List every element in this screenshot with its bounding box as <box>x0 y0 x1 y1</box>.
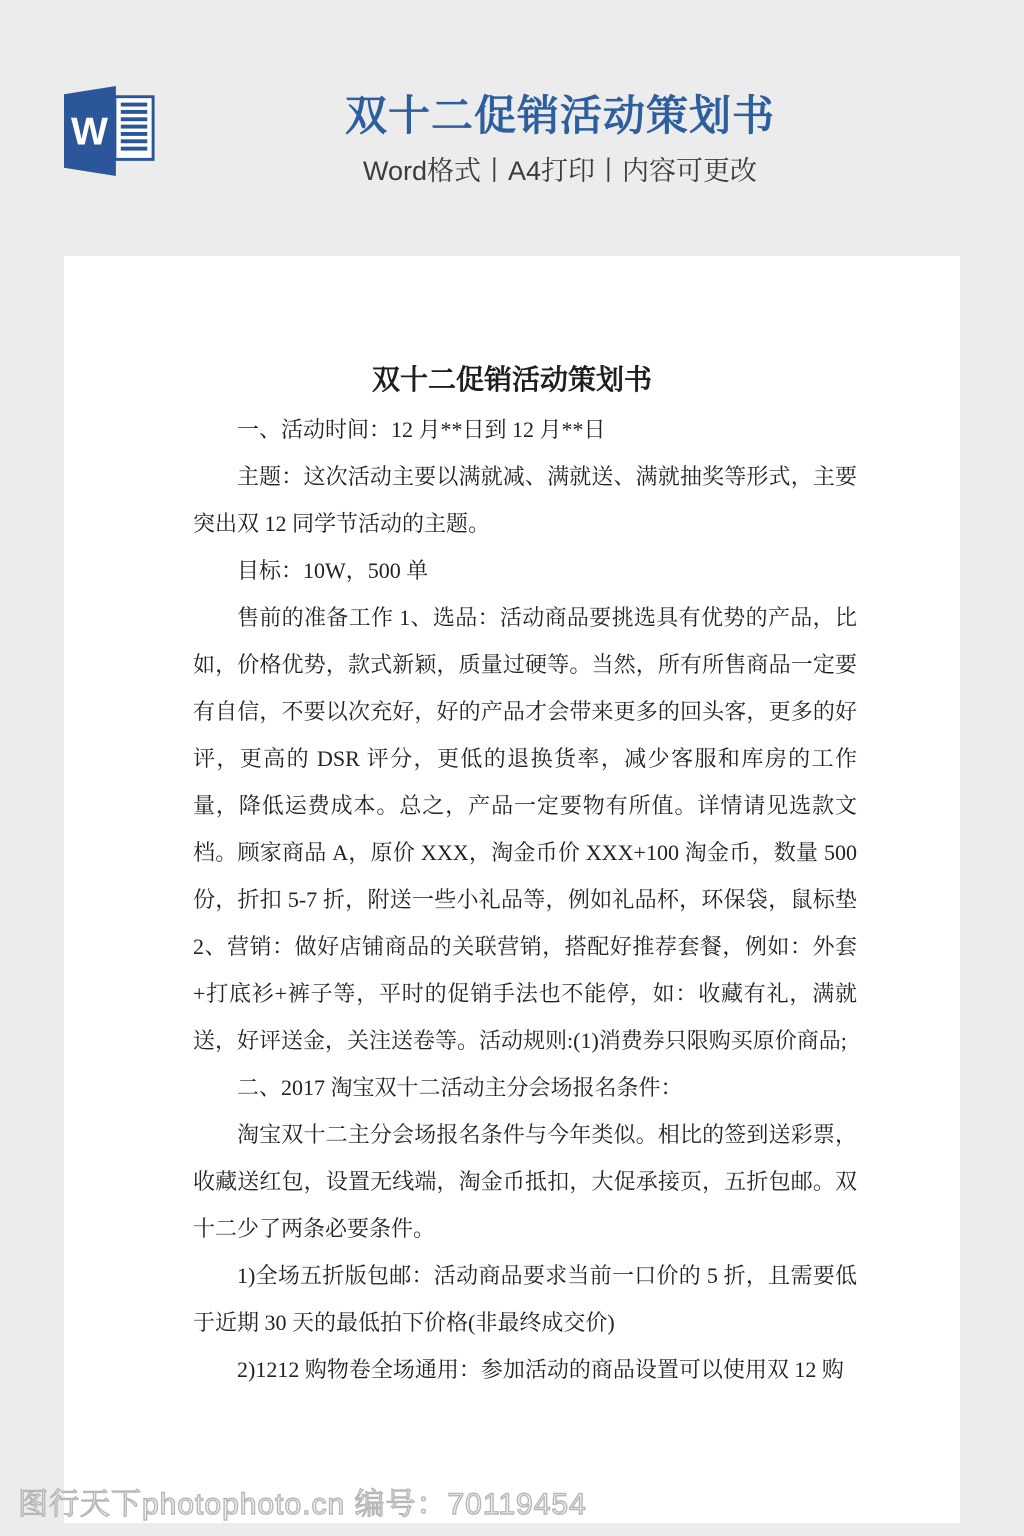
paragraph-target: 目标：10W，500 单 <box>237 558 429 583</box>
paragraph-activity-time: 一、活动时间：12 月**日到 12 月**日 <box>237 417 606 442</box>
word-icon <box>64 84 158 178</box>
paragraph-condition-2: 2)1212 购物卷全场通用：参加活动的商品设置可以使用双 12 购 <box>237 1357 844 1382</box>
paragraph-condition-1: 1)全场五折版包邮：活动商品要求当前一口价的 5 折，且需要低于近期 30 天的最低拍下价格(非最终成交价) <box>193 1263 857 1335</box>
header-text-block <box>280 0 840 186</box>
paragraph-preparation: 售前的准备工作 1、选品：活动商品要挑选具有优势的产品，比如，价格优势，款式新颖，质量过硬等。当然，所有所售商品一定要有自信，不要以次充好，好的产品才会带来更多的回头客，更多的好评，更高的 DSR 评分，更低的退换货率，减少客服和库房的工作量，降低运费成本。总之，产品一定要物有所值。详情请见选款文档。顾家商品 A，原价 XXX，淘金币价 XXX+100 淘金币，数量 500 份，折扣 5-7 折，附送一些小礼品等，例如礼品杯，环保袋，鼠标垫 2、营销：做好店铺商品的关联营销，搭配好推荐套餐，例如：外套+打底衫+裤子等，平时的促销手法也不能停，如：收藏有礼，满就送，好评送金，关注送卷等。活动规则:(1)消费券只限购买原价商品; <box>193 605 857 1053</box>
template-title: 双十二促销活动策划书 <box>344 92 775 139</box>
paragraph-section-two-heading: 二、2017 淘宝双十二活动主分会场报名条件： <box>237 1075 683 1100</box>
site-watermark: 图行天下photophoto.cn 编号：70119454 <box>18 1488 587 1521</box>
svg-text:W: W <box>70 110 108 154</box>
site-header <box>0 0 1024 256</box>
paragraph-theme: 主题：这次活动主要以满就减、满就送、满就抽奖等形式，主要突出双 12 同学节活动的主题。 <box>193 464 857 536</box>
template-subtitle: Word格式丨A4打印丨内容可更改 <box>362 156 758 186</box>
document-body <box>64 401 960 1393</box>
document-title: 双十二促销活动策划书 <box>371 365 652 396</box>
word-document-icon <box>64 84 158 178</box>
document-page <box>64 256 960 1523</box>
paragraph-conditions-intro: 淘宝双十二主分会场报名条件与今年类似。相比的签到送彩票，收藏送红包，设置无线端，淘金币抵扣，大促承接页，五折包邮。双十二少了两条必要条件。 <box>193 1122 857 1241</box>
